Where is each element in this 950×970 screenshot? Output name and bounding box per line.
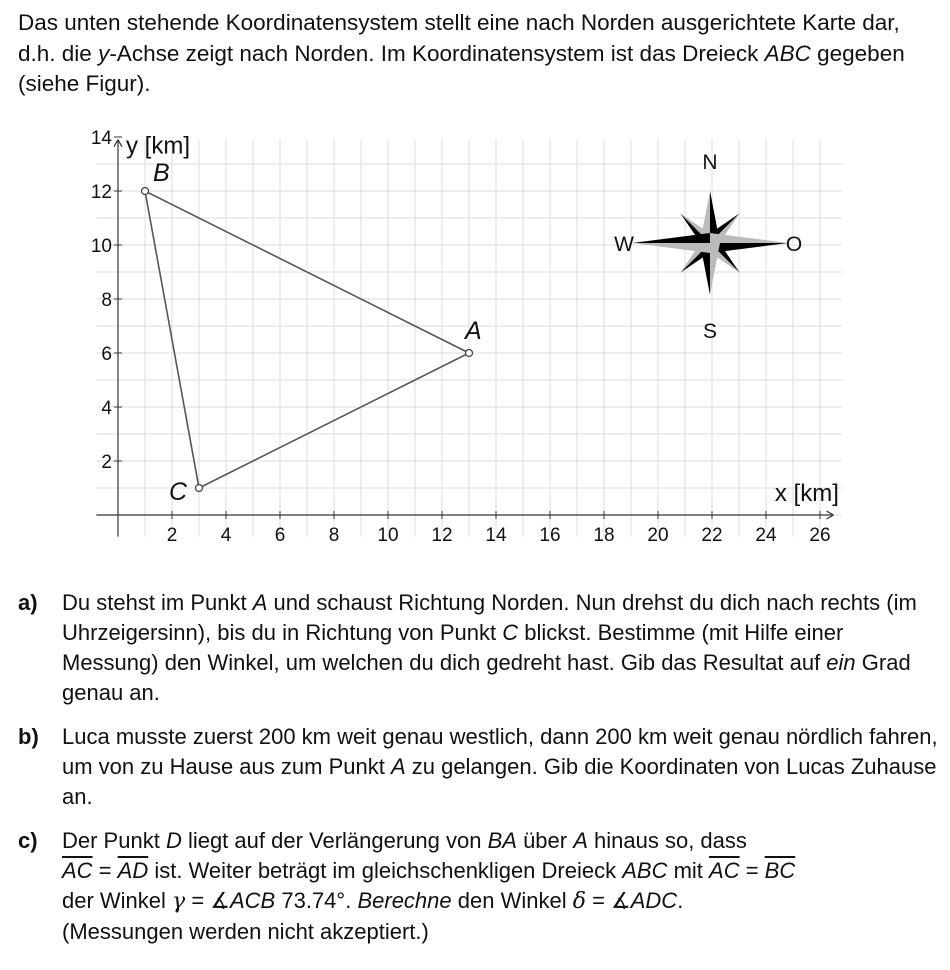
segment-overline: $\overline{AC}$ — [709, 858, 740, 883]
questions — [18, 588, 938, 961]
text-run: über — [516, 828, 574, 853]
intro-part: gegeben (siehe Figur). — [18, 40, 905, 96]
point-ref: A — [252, 590, 268, 615]
x-tick-label: 6 — [274, 525, 286, 546]
x-tick-label: 2 — [166, 525, 178, 546]
x-tick-label: 14 — [485, 525, 507, 546]
question-a-text — [62, 588, 938, 708]
compass-west-label: W — [614, 233, 634, 256]
question-c-text — [62, 826, 938, 947]
text-run: blickst. Bestimme (mit Hilfe einer Messung) den Winkel, um welchen du dich gedreht hast. Gib das Resultat auf — [62, 620, 844, 675]
text-run: = ∡ — [185, 888, 230, 913]
y-tick-label: 12 — [90, 182, 112, 203]
y-tick-label: 2 — [101, 452, 112, 473]
intro-triangle-name: ABC — [764, 40, 811, 66]
point-c — [196, 485, 203, 492]
point-ref: A — [390, 754, 406, 779]
text-run: hinaus so, dass — [587, 828, 747, 853]
x-tick-label: 12 — [431, 525, 453, 546]
emphasis: ein — [826, 650, 856, 675]
intro-y-var: y — [98, 40, 110, 66]
text-run: = — [739, 858, 765, 883]
text-run: . — [677, 888, 684, 913]
x-tick-label: 18 — [593, 525, 615, 546]
question-a — [18, 588, 938, 708]
coordinate-plot — [0, 118, 950, 578]
triangle-ref: ABC — [622, 858, 668, 883]
text-run: (Messungen werden nicht akzeptiert.) — [62, 919, 429, 944]
x-tick-label: 4 — [220, 525, 232, 546]
text-run: Du stehst im Punkt — [62, 590, 253, 615]
x-tick-label: 20 — [647, 525, 669, 546]
question-c — [18, 826, 938, 947]
text-run: und schaust Richtung Norden. Nun drehst du dich nach rechts (im Uhrzeigersinn), bis du in Richtung von Punkt — [62, 590, 917, 645]
intro-text — [18, 8, 928, 100]
point-b — [142, 188, 149, 195]
text-run: 73.74°. — [275, 888, 358, 913]
text-run: Grad genau an. — [62, 650, 911, 705]
point-label-c: C — [169, 478, 188, 506]
question-c-label: c) — [18, 828, 38, 853]
angle-ref: ADC — [630, 888, 678, 913]
intro-part: Das unten stehende Koordinatensystem stellt eine nach Norden ausgerichtete Karte dar, d.h. die — [18, 10, 900, 66]
text-run: liegt auf der Verlängerung von — [181, 828, 488, 853]
angle-ref: ACB — [230, 888, 276, 913]
text-run: = — [92, 858, 118, 883]
x-tick-label: 16 — [539, 525, 561, 546]
x-tick-label: 26 — [809, 525, 831, 546]
compass-east-label: O — [785, 233, 803, 256]
point-ref: C — [502, 620, 519, 645]
y-tick-label: 8 — [101, 290, 112, 311]
segment-overline: $\overline{BC}$ — [764, 858, 796, 883]
text-run: Der Punkt — [62, 828, 166, 853]
question-a-label: a) — [18, 590, 38, 615]
x-tick-label: 10 — [377, 525, 399, 546]
compass-north-label: N — [702, 151, 718, 174]
point-label-b: B — [153, 159, 170, 187]
gamma-symbol: γ — [172, 889, 186, 914]
y-axis-label: y [km] — [126, 132, 190, 160]
question-b-text — [62, 722, 938, 812]
y-tick-label: 4 — [101, 398, 112, 419]
compass-south-label: S — [702, 320, 718, 343]
point-ref: D — [165, 828, 182, 853]
point-label-a: A — [465, 317, 482, 345]
y-tick-label: 10 — [90, 236, 112, 257]
text-run: der Winkel — [62, 888, 173, 913]
y-tick-label: 6 — [101, 344, 112, 365]
emphasis: Berechne — [357, 888, 452, 913]
intro-part: -Achse zeigt nach Norden. Im Koordinatensystem ist das Dreieck — [109, 40, 765, 66]
segment-overline: $\overline{AD}$ — [117, 858, 149, 883]
point-ref: A — [573, 828, 588, 853]
segment-ref: BA — [487, 828, 517, 853]
text-run: zu gelangen. Gib die Koordinaten von Lucas Zuhause an. — [62, 754, 937, 809]
x-tick-label: 8 — [328, 525, 340, 546]
segment-overline: $\overline{AC}$ — [62, 858, 93, 883]
compass-rose — [614, 151, 802, 343]
text-run: = ∡ — [585, 888, 631, 913]
question-b — [18, 722, 938, 812]
x-axis-label: x [km] — [774, 480, 839, 507]
y-tick-label: 14 — [90, 128, 112, 149]
text-run: ist. Weiter beträgt im gleichschenkligen Dreieck — [148, 858, 623, 883]
delta-symbol: δ — [572, 889, 586, 914]
text-run: mit — [667, 858, 710, 883]
point-a — [466, 350, 473, 357]
x-tick-label: 24 — [755, 525, 777, 546]
x-tick-label: 22 — [701, 525, 723, 546]
figure — [0, 118, 950, 578]
text-run: den Winkel — [451, 888, 573, 913]
question-b-label: b) — [18, 724, 39, 749]
text-run: Luca musste zuerst 200 km weit genau westlich, dann 200 km weit genau nördlich fahren, um von zu Hause aus zum Punkt — [62, 724, 938, 779]
